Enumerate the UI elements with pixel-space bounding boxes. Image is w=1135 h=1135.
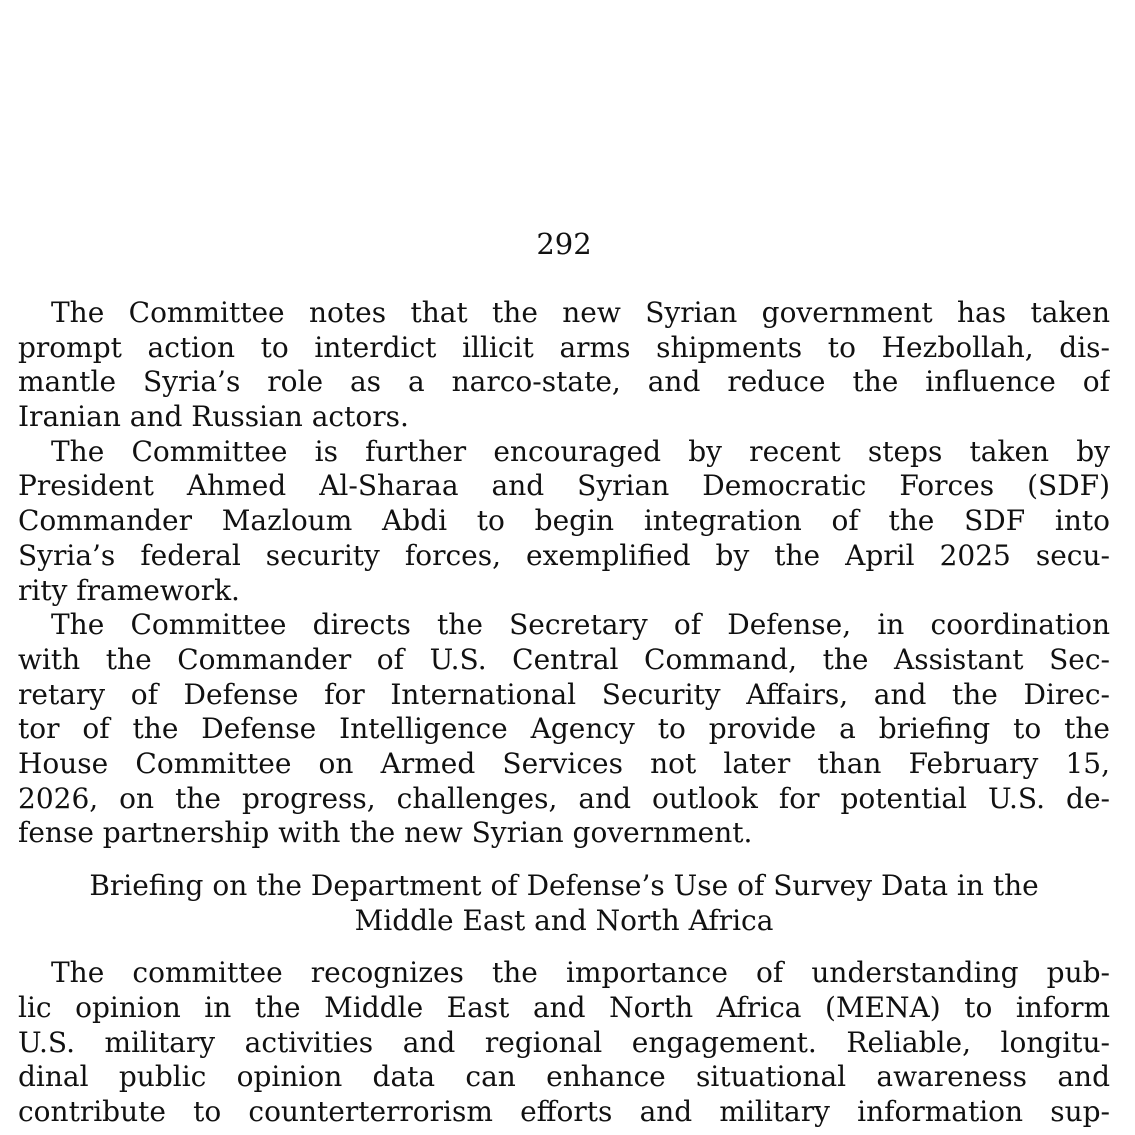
page-number: 292 (536, 227, 592, 261)
section-heading (18, 869, 1110, 938)
text-line: prompt action to interdict illicit arms shipments to Hezbollah, dis- (18, 330, 1110, 364)
text-line: Iranian and Russian actors. (18, 400, 409, 434)
paragraph-briefing-directive (18, 608, 1110, 851)
text-line: dinal public opinion data can enhance situational awareness and (18, 1060, 1110, 1094)
document-page (18, 0, 1110, 1135)
text-line: mantle Syria’s role as a narco-state, and reduce the influence of (18, 365, 1110, 399)
heading-line: Briefing on the Department of Defense’s Use of Survey Data in the (89, 869, 1039, 902)
text-line: 2026, on the progress, challenges, and outlook for potential U.S. de- (18, 781, 1110, 815)
text-line: Commander Mazloum Abdi to begin integration of the SDF into (18, 504, 1110, 538)
text-line: with the Commander of U.S. Central Command, the Assistant Sec- (18, 642, 1110, 676)
paragraph-syrian-government-actions (18, 296, 1110, 435)
text-line: contribute to counterterrorism efforts and military information sup- (18, 1095, 1110, 1129)
paragraph-mena-public-opinion (18, 956, 1110, 1129)
text-line: U.S. military activities and regional engagement. Reliable, longitu- (18, 1025, 1110, 1059)
text-line: tor of the Defense Intelligence Agency to provide a briefing to the (18, 712, 1110, 746)
text-line: The Committee notes that the new Syrian government has taken (51, 296, 1110, 329)
text-line: The committee recognizes the importance of understanding pub- (51, 956, 1110, 990)
paragraph-sdf-integration (18, 435, 1110, 608)
text-line: The Committee is further encouraged by recent steps taken by (51, 434, 1110, 468)
heading-line: Middle East and North Africa (354, 903, 774, 937)
document-body (18, 296, 1110, 1130)
text-line: fense partnership with the new Syrian government. (18, 816, 753, 850)
text-line: The Committee directs the Secretary of Defense, in coordination (51, 608, 1110, 642)
text-line: Syria’s federal security forces, exemplified by the April 2025 secu- (18, 538, 1110, 572)
text-line: President Ahmed Al-Sharaa and Syrian Democratic Forces (SDF) (18, 469, 1110, 503)
text-line: rity framework. (18, 573, 240, 607)
text-line: lic opinion in the Middle East and North Africa (MENA) to inform (18, 991, 1110, 1025)
text-line: retary of Defense for International Security Affairs, and the Direc- (18, 677, 1110, 711)
text-line: House Committee on Armed Services not later than February 15, (18, 746, 1110, 780)
